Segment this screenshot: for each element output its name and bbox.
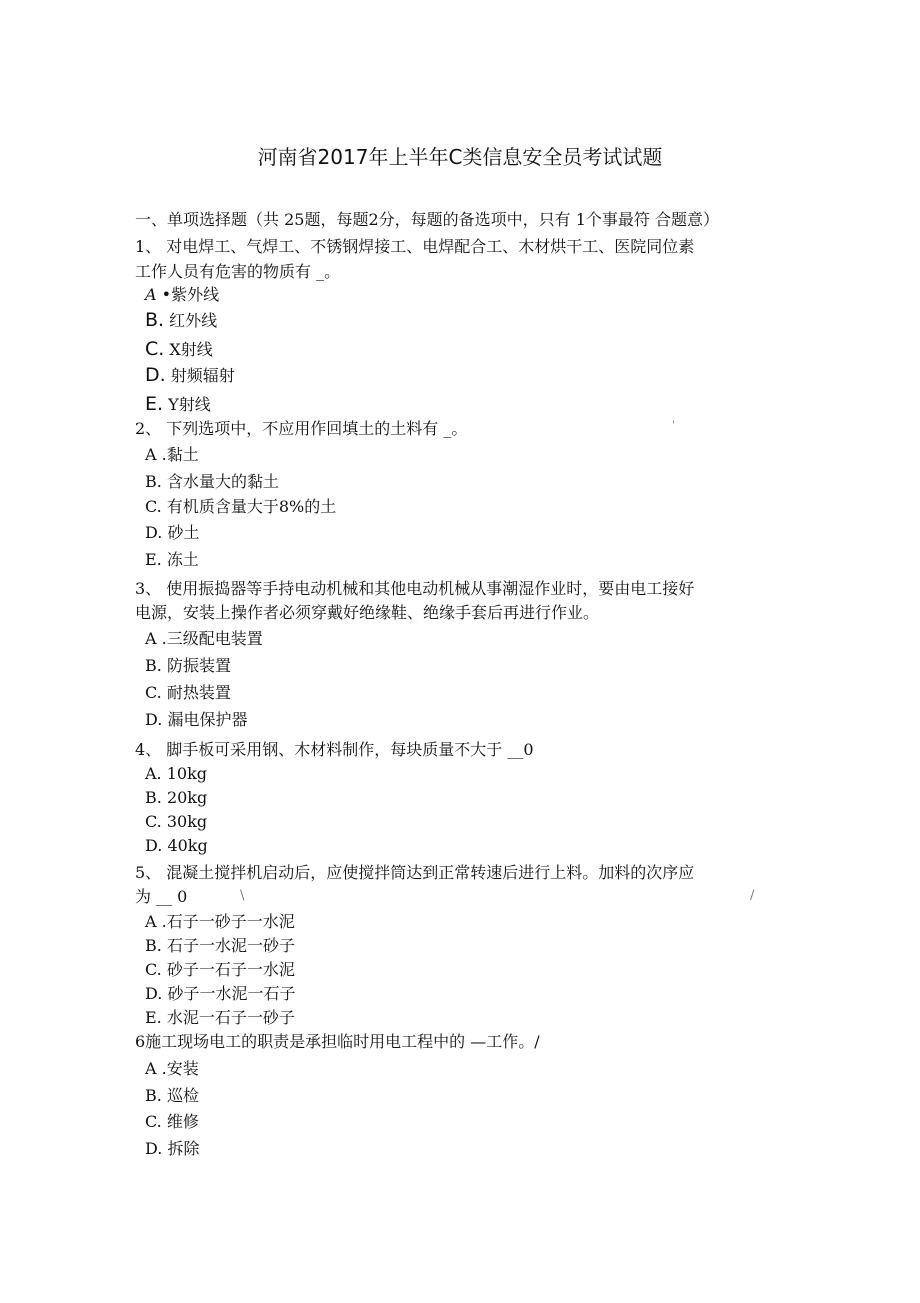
option-letter: C. <box>145 683 162 702</box>
option-a <box>145 1058 199 1080</box>
option-letter: B. <box>145 309 165 331</box>
option-c <box>145 1111 199 1133</box>
option-c <box>145 338 213 361</box>
scan-mark: \ <box>240 888 245 903</box>
option-letter: E. <box>145 393 164 415</box>
option-text: 含水量大的黏土 <box>166 472 279 491</box>
option-d <box>145 364 235 387</box>
option-letter: D. <box>145 364 166 386</box>
option-text: 射频辐射 <box>170 366 235 385</box>
option-text: 30kg <box>166 812 208 831</box>
option-text: 有机质含量大于8%的土 <box>166 497 337 516</box>
option-c <box>145 811 207 833</box>
option-c <box>145 496 336 518</box>
option-text: 石子一砂子一水泥 <box>166 912 295 931</box>
option-separator: . <box>156 912 167 931</box>
option-text: 巡检 <box>166 1086 199 1105</box>
option-letter: B. <box>145 472 162 491</box>
option-letter: A. <box>145 764 162 783</box>
option-text: 冻土 <box>166 550 199 569</box>
option-text: 砂子一石子一水泥 <box>166 960 295 979</box>
option-letter: D. <box>145 836 163 855</box>
option-e <box>145 393 211 416</box>
option-text: 水泥一石子一砂子 <box>166 1008 295 1027</box>
option-letter: D. <box>145 710 163 729</box>
option-text: 石子一水泥一砂子 <box>166 936 295 955</box>
option-text: 防振装置 <box>166 656 231 675</box>
option-e <box>145 1007 295 1029</box>
option-text: 维修 <box>166 1112 199 1131</box>
option-text: 10kg <box>166 764 208 783</box>
option-b <box>145 471 279 493</box>
option-letter: A <box>145 1059 157 1078</box>
option-letter: B. <box>145 656 162 675</box>
option-c <box>145 959 295 981</box>
option-letter: B. <box>145 936 162 955</box>
option-b <box>145 309 217 332</box>
option-letter: A <box>145 445 157 464</box>
option-a <box>145 284 219 306</box>
question-stem: 5、 混凝土搅拌机启动后，应使搅拌筒达到正常转速后进行上料。加料的次序应 <box>135 863 695 882</box>
question-stem: 3、 使用振捣器等手持电动机械和其他电动机械从事潮湿作业时，要由电工接好 <box>135 579 695 598</box>
option-a <box>145 444 199 466</box>
option-letter: A <box>145 629 157 648</box>
scan-mark: ' <box>672 420 675 431</box>
section-header: 一、单项选择题（共 25题，每题2分，每题的备选项中，只有 1个事最符 合题意） <box>135 210 719 229</box>
option-text: 40kg <box>167 836 208 855</box>
page-title: 河南省2017年上半年C类信息安全员考试试题 <box>257 145 663 169</box>
option-letter: C. <box>145 1112 162 1131</box>
option-letter: E. <box>145 1008 162 1027</box>
option-letter: A <box>145 285 157 304</box>
option-text: 紫外线 <box>171 285 220 304</box>
option-d <box>145 1138 199 1160</box>
option-letter: D. <box>145 523 163 542</box>
question-stem: 1、 对电焊工、气焊工、不锈钢焊接工、电焊配合工、木材烘干工、医院同位素 <box>135 237 695 256</box>
option-text: 20kg <box>166 788 208 807</box>
option-letter: A <box>145 912 157 931</box>
option-separator: . <box>156 445 167 464</box>
question-stem: 为 __ 0 <box>135 887 188 906</box>
option-separator: . <box>156 629 167 648</box>
option-e <box>145 549 199 571</box>
option-letter: B. <box>145 788 162 807</box>
option-letter: C. <box>145 338 165 360</box>
option-text: 黏土 <box>166 445 199 464</box>
option-d <box>145 835 208 857</box>
scan-mark: / <box>750 888 755 903</box>
option-a <box>145 911 295 933</box>
question-stem: 4、 脚手板可采用钢、木材料制作，每块质量不大于 __0 <box>135 740 534 759</box>
option-text: Y射线 <box>168 395 211 414</box>
option-text: 耐热装置 <box>166 683 231 702</box>
option-text: 红外线 <box>169 311 218 330</box>
option-d <box>145 522 199 544</box>
option-b <box>145 935 295 957</box>
option-letter: C. <box>145 960 162 979</box>
question-stem: 电源，安装上操作者必须穿戴好绝缘鞋、绝缘手套后再进行作业。 <box>135 603 600 622</box>
option-d <box>145 983 295 1005</box>
option-letter: C. <box>145 812 162 831</box>
option-letter: D. <box>145 1139 163 1158</box>
option-separator: • <box>156 285 172 304</box>
option-separator: . <box>156 1059 167 1078</box>
option-text: 砂土 <box>167 523 200 542</box>
option-b <box>145 1085 199 1107</box>
option-text: 漏电保护器 <box>167 710 248 729</box>
question-stem: 2、 下列选项中，不应用作回填土的土料有 _。 <box>135 419 468 438</box>
option-letter: E. <box>145 550 162 569</box>
option-letter: C. <box>145 497 162 516</box>
option-a <box>145 763 207 785</box>
option-letter: D. <box>145 984 163 1003</box>
option-text: 安装 <box>166 1059 199 1078</box>
option-b <box>145 787 207 809</box>
option-d <box>145 709 247 731</box>
option-c <box>145 682 231 704</box>
option-letter: B. <box>145 1086 162 1105</box>
question-stem: 工作人员有危害的物质有 _。 <box>135 262 341 281</box>
option-b <box>145 655 231 677</box>
option-text: 三级配电装置 <box>166 629 263 648</box>
question-stem: 6施工现场电工的职责是承担临时用电工程中的 —工作。/ <box>135 1032 540 1051</box>
option-text: 拆除 <box>167 1139 200 1158</box>
option-text: X射线 <box>169 340 213 359</box>
option-a <box>145 628 263 650</box>
option-text: 砂子一水泥一石子 <box>167 984 296 1003</box>
